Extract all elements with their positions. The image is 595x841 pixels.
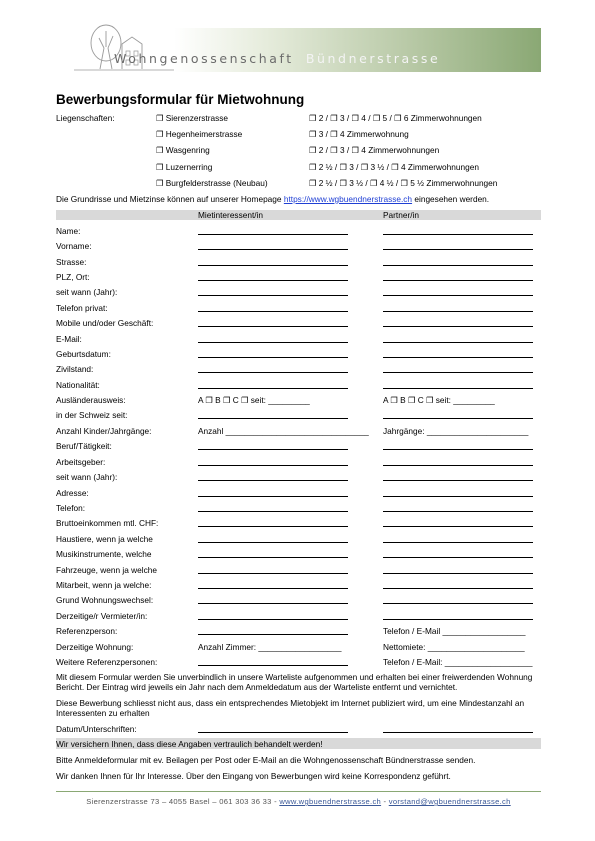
field-label: Musikinstrumente, welche	[56, 549, 152, 559]
field-label: Derzeitige Wohnung:	[56, 642, 134, 652]
room-options[interactable]: ❐ 3 / ❐ 4 Zimmerwohnung	[309, 129, 409, 139]
field-label: Adresse:	[56, 488, 89, 498]
field-label: Haustiere, wenn ja welche	[56, 534, 153, 544]
field-label: Telefon privat:	[56, 303, 108, 313]
partner-input-line[interactable]	[383, 265, 533, 266]
applicant-input-line[interactable]	[198, 603, 348, 604]
field-label: Weitere Referenzpersonen:	[56, 657, 158, 667]
partner-input-line[interactable]	[383, 342, 533, 343]
field-label: Derzeitige/r Vermieter/in:	[56, 611, 148, 621]
partner-input-line[interactable]	[383, 619, 533, 620]
partner-input-line[interactable]	[383, 295, 533, 296]
room-options[interactable]: ❐ 2 ½ / ❐ 3 / ❐ 3 ½ / ❐ 4 Zimmerwohnungen	[309, 162, 479, 172]
applicant-input-line[interactable]	[198, 418, 348, 419]
field-label: Vorname:	[56, 241, 92, 251]
field-label: Telefon:	[56, 503, 86, 513]
column-header-band	[56, 210, 541, 220]
property-option[interactable]: ❐ Burgfelderstrasse (Neubau)	[156, 178, 268, 188]
applicant-input-line[interactable]	[198, 588, 348, 589]
partner-input-line[interactable]	[383, 511, 533, 512]
applicant-input-line[interactable]	[198, 265, 348, 266]
column-applicant: Mietinteressent/in	[198, 210, 264, 220]
footer-website-link[interactable]: www.wgbuendnerstrasse.ch	[279, 797, 382, 806]
field-label: Geburtsdatum:	[56, 349, 111, 359]
net-rent-field[interactable]: Nettomiete: _____________________	[383, 642, 525, 652]
field-label: Ausländerausweis:	[56, 395, 126, 405]
field-label: Referenzperson:	[56, 626, 118, 636]
applicant-input-line[interactable]	[198, 342, 348, 343]
room-options[interactable]: ❐ 2 / ❐ 3 / ❐ 4 / ❐ 5 / ❐ 6 Zimmerwohnungen	[309, 113, 482, 123]
submission-instructions: Bitte Anmeldeformular mit ev. Beilagen per Post oder E-Mail an die Wohngenossenschaft Bündnerstrasse senden.	[56, 755, 476, 765]
property-option[interactable]: ❐ Hegenheimerstrasse	[156, 129, 243, 139]
partner-input-line[interactable]	[383, 372, 533, 373]
footer: Sierenzerstrasse 73 – 4055 Basel – 061 303 36 33 - www.wgbuendnerstrasse.ch - vorstand@wgbuendnerstrasse.ch	[86, 797, 511, 806]
partner-input-line[interactable]	[383, 449, 533, 450]
date-signature-label: Datum/Unterschriften:	[56, 724, 137, 734]
footer-email-link[interactable]: vorstand@wgbuendnerstrasse.ch	[388, 797, 511, 806]
applicant-input-line[interactable]	[198, 357, 348, 358]
field-label: Arbeitsgeber:	[56, 457, 106, 467]
birth-years-field[interactable]: Jahrgänge: ______________________	[383, 426, 529, 436]
partner-input-line[interactable]	[383, 388, 533, 389]
room-options[interactable]: ❐ 2 ½ / ❐ 3 ½ / ❐ 4 ½ / ❐ 5 ½ Zimmerwohnungen	[309, 178, 498, 188]
partner-input-line[interactable]	[383, 357, 533, 358]
room-options[interactable]: ❐ 2 / ❐ 3 / ❐ 4 Zimmerwohnungen	[309, 145, 440, 155]
field-label: seit wann (Jahr):	[56, 472, 118, 482]
form-title: Bewerbungsformular für Mietwohnung	[56, 92, 305, 107]
partner-input-line[interactable]	[383, 542, 533, 543]
field-label: Zivilstand:	[56, 364, 94, 374]
homepage-link[interactable]: https://www.wgbuendnerstrasse.ch	[283, 194, 413, 204]
property-option[interactable]: ❐ Luzernerring	[156, 162, 213, 172]
additional-reference-contact-field[interactable]: Telefon / E-Mail: ___________________	[383, 657, 533, 667]
partner-permit-options[interactable]: A ❐ B ❐ C ❐ seit: _________	[383, 395, 495, 405]
partner-input-line[interactable]	[383, 496, 533, 497]
applicant-input-line[interactable]	[198, 326, 348, 327]
applicant-input-line[interactable]	[198, 573, 348, 574]
applicant-input-line[interactable]	[198, 249, 348, 250]
field-label: Strasse:	[56, 257, 87, 267]
field-label: Bruttoeinkommen mtl. CHF:	[56, 518, 159, 528]
room-count-field[interactable]: Anzahl Zimmer: __________________	[198, 642, 342, 652]
letterhead	[56, 20, 541, 74]
applicant-input-line[interactable]	[198, 465, 348, 466]
applicant-input-line[interactable]	[198, 372, 348, 373]
applicant-input-line[interactable]	[198, 542, 348, 543]
partner-input-line[interactable]	[383, 418, 533, 419]
properties-label: Liegenschaften:	[56, 113, 115, 123]
applicant-input-line[interactable]	[198, 634, 348, 635]
applicant-input-line[interactable]	[198, 234, 348, 235]
partner-input-line[interactable]	[383, 573, 533, 574]
partner-input-line[interactable]	[383, 603, 533, 604]
partner-signature-line[interactable]	[383, 732, 533, 733]
applicant-input-line[interactable]	[198, 449, 348, 450]
applicant-input-line[interactable]	[198, 280, 348, 281]
field-label: Anzahl Kinder/Jahrgänge:	[56, 426, 152, 436]
field-label: in der Schweiz seit:	[56, 410, 128, 420]
field-label: Name:	[56, 226, 81, 236]
partner-input-line[interactable]	[383, 588, 533, 589]
field-label: Mobile und/oder Geschäft:	[56, 318, 154, 328]
field-label: E-Mail:	[56, 334, 82, 344]
partner-input-line[interactable]	[383, 465, 533, 466]
applicant-input-line[interactable]	[198, 557, 348, 558]
applicant-input-line[interactable]	[198, 619, 348, 620]
partner-input-line[interactable]	[383, 557, 533, 558]
applicant-input-line[interactable]	[198, 388, 348, 389]
applicant-input-line[interactable]	[198, 311, 348, 312]
applicant-input-line[interactable]	[198, 295, 348, 296]
property-option[interactable]: ❐ Wasgenring	[156, 145, 210, 155]
internet-notice: Diese Bewerbung schliesst nicht aus, dass ein entsprechendes Mietobjekt im Internet publiziert wird, um eine Mindestanzahl an Interessenten zu erhalten	[56, 698, 525, 718]
thanks-notice: Wir danken Ihnen für Ihr Interesse. Über den Eingang von Bewerbungen wird keine Korrespondenz geführt.	[56, 771, 451, 781]
field-label: seit wann (Jahr):	[56, 287, 118, 297]
waitlist-notice: Mit diesem Formular werden Sie unverbindlich in unsere Warteliste aufgenommen und erhalten bei einer freiwerdenden Wohnung Bericht. Der Eintrag wird jeweils ein Jahr nach dem Anmeldedatum aus der Warteliste entfernt und vernichtet.	[56, 672, 533, 692]
field-label: Beruf/Tätigkeit:	[56, 441, 112, 451]
partner-input-line[interactable]	[383, 326, 533, 327]
field-label: Nationalität:	[56, 380, 100, 390]
organization-name: Wohngenossenschaft Bündnerstrasse	[114, 51, 441, 66]
confidentiality-notice: Wir versichern Ihnen, dass diese Angaben vertraulich behandelt werden!	[56, 739, 323, 749]
homepage-info: Die Grundrisse und Mietzinse können auf unserer Homepage https://www.wgbuendnerstrasse.ch eingesehen werden.	[56, 194, 490, 204]
partner-input-line[interactable]	[383, 234, 533, 235]
applicant-input-line[interactable]	[198, 665, 348, 666]
reference-contact-field[interactable]: Telefon / E-Mail __________________	[383, 626, 526, 636]
partner-input-line[interactable]	[383, 249, 533, 250]
applicant-permit-options[interactable]: A ❐ B ❐ C ❐ seit: _________	[198, 395, 310, 405]
partner-input-line[interactable]	[383, 480, 533, 481]
column-partner: Partner/in	[383, 210, 419, 220]
partner-input-line[interactable]	[383, 526, 533, 527]
field-label: Mitarbeit, wenn ja welche:	[56, 580, 152, 590]
footer-divider	[56, 791, 541, 792]
applicant-input-line[interactable]	[198, 480, 348, 481]
field-label: PLZ, Ort:	[56, 272, 90, 282]
field-label: Fahrzeuge, wenn ja welche	[56, 565, 158, 575]
applicant-input-line[interactable]	[198, 526, 348, 527]
applicant-input-line[interactable]	[198, 511, 348, 512]
children-count-field[interactable]: Anzahl _______________________________	[198, 426, 369, 436]
applicant-signature-line[interactable]	[198, 732, 348, 733]
partner-input-line[interactable]	[383, 311, 533, 312]
applicant-input-line[interactable]	[198, 496, 348, 497]
field-label: Grund Wohnungswechsel:	[56, 595, 154, 605]
partner-input-line[interactable]	[383, 280, 533, 281]
property-option[interactable]: ❐ Sierenzerstrasse	[156, 113, 228, 123]
